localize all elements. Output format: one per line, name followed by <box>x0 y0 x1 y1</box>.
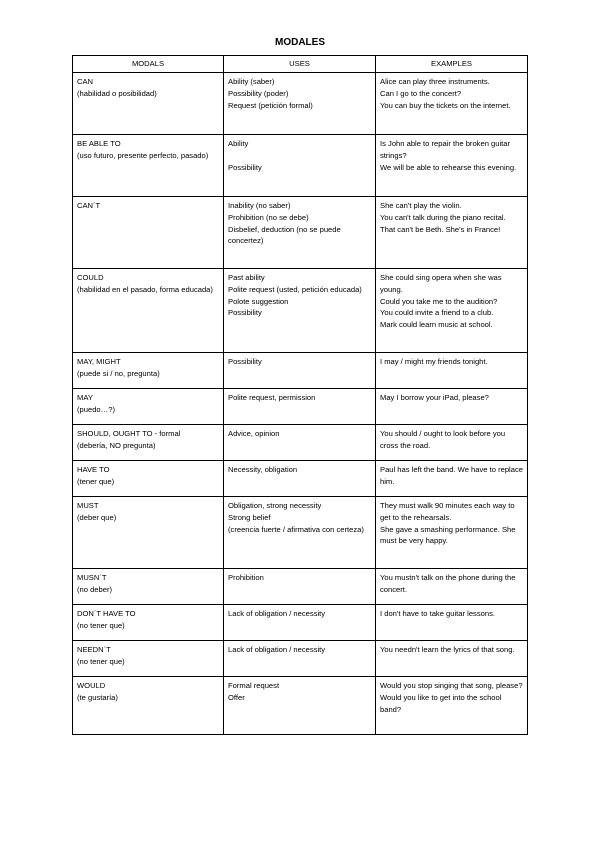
cell-line: Offer <box>228 692 245 702</box>
cell-line: DON´T HAVE TO <box>77 609 136 618</box>
cell-line: Lack of obligation / necessity <box>228 645 326 654</box>
cell-line: Disbelief, deduction (no se puede concertez) <box>228 224 341 246</box>
cell-line: You could invite a friend to a club. <box>380 308 494 318</box>
table-row <box>73 389 528 425</box>
cell-line: That can't be Beth. She's in France! <box>380 224 501 234</box>
page-title: MODALES <box>275 37 325 48</box>
cell-line: (puede si / no, pregunta) <box>77 368 160 378</box>
cell-modal <box>73 197 224 269</box>
cell-modal <box>73 641 224 677</box>
cell-line: I don't have to take guitar lessons. <box>380 609 496 618</box>
column-header-examples: EXAMPLES <box>376 56 528 73</box>
cell-line: They must walk 90 minutes each way to get to the rehearsals. <box>380 501 515 522</box>
cell-line: MUST <box>77 501 99 510</box>
cell-line: Polite request (usted, petición educada) <box>228 284 362 294</box>
cell-line: Possibility <box>228 357 262 366</box>
cell-line: MUSN´T <box>77 573 107 582</box>
cell-line: (debería, NO pregunta) <box>77 440 156 450</box>
table-row <box>73 425 528 461</box>
cell-uses <box>224 197 376 269</box>
cell-line: May I borrow your iPad, please? <box>380 393 489 402</box>
cell-line: (uso futuro, presente perfecto, pasado) <box>77 150 209 160</box>
cell-line: Ability (saber) <box>228 77 275 86</box>
cell-line: (habilidad en el pasado, forma educada) <box>77 284 213 294</box>
cell-modal <box>73 497 224 569</box>
cell-line: You needn't learn the lyrics of that song. <box>380 645 515 654</box>
cell-line: Would you stop singing that song, please? <box>380 681 523 690</box>
cell-line: CAN <box>77 77 94 86</box>
cell-line: (habilidad o posibilidad) <box>77 88 157 98</box>
cell-modal <box>73 353 224 389</box>
cell-modal <box>73 73 224 135</box>
cell-line: WOULD <box>77 681 106 690</box>
cell-line: (tener que) <box>77 476 115 486</box>
cell-uses <box>224 135 376 197</box>
cell-line: Strong belief <box>228 512 271 522</box>
cell-line: Prohibition <box>228 573 264 582</box>
table-row <box>73 641 528 677</box>
cell-line: Ability <box>228 139 249 148</box>
blank-line <box>228 150 371 162</box>
table-row <box>73 569 528 605</box>
modals-table <box>72 55 528 735</box>
cell-line: Possibility <box>228 162 262 172</box>
cell-line: Can I go to the concert? <box>380 88 462 98</box>
cell-line: Could you take me to the audition? <box>380 296 498 306</box>
cell-modal <box>73 135 224 197</box>
table-row <box>73 605 528 641</box>
cell-examples <box>376 353 528 389</box>
cell-line: She gave a smashing performance. She must be very happy. <box>380 524 516 546</box>
cell-modal <box>73 425 224 461</box>
cell-line: (no deber) <box>77 584 113 594</box>
table-body <box>73 73 528 735</box>
cell-modal <box>73 605 224 641</box>
cell-line: BE ABLE TO <box>77 139 121 148</box>
cell-line: Would you like to get into the school band? <box>380 692 502 714</box>
cell-line: NEEDN´T <box>77 645 111 654</box>
cell-examples <box>376 497 528 569</box>
cell-line: Is John able to repair the broken guitar strings? <box>380 139 511 160</box>
table-row <box>73 269 528 353</box>
cell-line: Possibility <box>228 308 262 318</box>
cell-uses <box>224 389 376 425</box>
cell-uses <box>224 461 376 497</box>
table-row <box>73 197 528 269</box>
cell-line: You mustn't talk on the phone during the concert. <box>380 573 516 594</box>
cell-uses <box>224 353 376 389</box>
cell-uses <box>224 641 376 677</box>
cell-line: CAN´T <box>77 201 101 210</box>
cell-line: She can't play the violin. <box>380 201 462 210</box>
cell-examples <box>376 389 528 425</box>
cell-modal <box>73 677 224 735</box>
cell-uses <box>224 497 376 569</box>
column-header-uses: USES <box>224 56 376 73</box>
cell-line: Polite request, permission <box>228 393 316 402</box>
cell-line: She could sing opera when she was young. <box>380 273 502 294</box>
cell-examples <box>376 605 528 641</box>
cell-uses <box>224 269 376 353</box>
cell-examples <box>376 135 528 197</box>
cell-uses <box>224 569 376 605</box>
cell-modal <box>73 461 224 497</box>
table-header-row <box>73 56 528 73</box>
cell-line: (no tener que) <box>77 656 125 666</box>
cell-line: Formal request <box>228 681 280 690</box>
cell-line: HAVE TO <box>77 465 110 474</box>
table-row <box>73 461 528 497</box>
cell-uses <box>224 605 376 641</box>
cell-line: Necessity, obligation <box>228 465 298 474</box>
cell-line: COULD <box>77 273 104 282</box>
cell-examples <box>376 641 528 677</box>
cell-line: Mark could learn music at school. <box>380 320 493 330</box>
cell-line: Paul has left the band. We have to replace him. <box>380 465 523 486</box>
cell-examples <box>376 73 528 135</box>
cell-line: MAY, MIGHT <box>77 357 121 366</box>
cell-modal <box>73 389 224 425</box>
cell-line: Advice, opinion <box>228 429 280 438</box>
cell-line: You can't talk during the piano recital. <box>380 212 506 222</box>
cell-modal <box>73 269 224 353</box>
cell-examples <box>376 197 528 269</box>
cell-modal <box>73 569 224 605</box>
cell-line: Request (petición formal) <box>228 100 313 110</box>
table-row <box>73 497 528 569</box>
cell-line: Obligation, strong necessity <box>228 501 322 510</box>
cell-line: (no tener que) <box>77 620 125 630</box>
cell-line: Prohibition (no se debe) <box>228 212 309 222</box>
cell-line: (puedo…?) <box>77 404 115 414</box>
cell-examples <box>376 269 528 353</box>
table-row <box>73 677 528 735</box>
cell-line: (deber que) <box>77 512 117 522</box>
cell-line: We will be able to rehearse this evening. <box>380 162 517 172</box>
cell-line: MAY <box>77 393 93 402</box>
column-header-modals: MODALS <box>73 56 224 73</box>
cell-uses <box>224 73 376 135</box>
cell-line: Possibility (poder) <box>228 88 289 98</box>
cell-line: You should / ought to look before you cross the road. <box>380 429 506 450</box>
cell-line: (te gustaría) <box>77 692 118 702</box>
cell-uses <box>224 677 376 735</box>
cell-line: SHOULD, OUGHT TO - formal <box>77 429 181 438</box>
table-row <box>73 353 528 389</box>
cell-line: Inability (no saber) <box>228 201 291 210</box>
cell-examples <box>376 569 528 605</box>
cell-line: You can buy the tickets on the internet. <box>380 100 511 110</box>
cell-examples <box>376 461 528 497</box>
cell-examples <box>376 677 528 735</box>
cell-line: (creencia fuerte / afirmativa con certeza) <box>228 524 364 534</box>
cell-line: Past ability <box>228 273 265 282</box>
table-row <box>73 73 528 135</box>
cell-line: I may / might my friends tonight. <box>380 357 488 366</box>
cell-line: Lack of obligation / necessity <box>228 609 326 618</box>
cell-examples <box>376 425 528 461</box>
cell-uses <box>224 425 376 461</box>
cell-line: Polote suggestion <box>228 296 289 306</box>
table-row <box>73 135 528 197</box>
cell-line: Alice can play three instruments. <box>380 77 490 86</box>
